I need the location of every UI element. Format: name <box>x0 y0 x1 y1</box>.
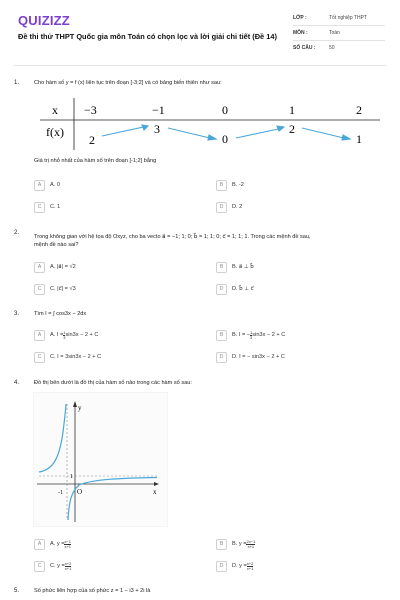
vt-arrow-head <box>342 135 350 140</box>
info-table <box>293 11 385 55</box>
option-text: C. |c⃗| = √3 <box>50 286 76 292</box>
option-a[interactable] <box>34 537 194 551</box>
vt-fx-value: 0 <box>222 132 228 146</box>
option-a[interactable] <box>34 260 194 274</box>
option-letter: C <box>34 352 45 363</box>
vt-x-value: 1 <box>289 103 295 117</box>
option-text: D. b⃗ ⊥ c⃗ <box>232 286 254 292</box>
option-d[interactable] <box>216 350 376 364</box>
graph-origin-label: O <box>77 488 83 496</box>
header-divider <box>14 65 386 66</box>
option-text: D. 2 <box>232 204 243 210</box>
graph-y-label: y <box>78 404 82 412</box>
question-text: Đồ thị bên dưới là đồ thị của hàm số nào trong các hàm số sau: <box>34 380 192 386</box>
vt-fx-value: 1 <box>356 132 362 146</box>
graph-tick-x: -1 <box>58 490 63 496</box>
question-text: Tìm I = ∫ cos3x − 2dx <box>34 311 87 317</box>
option-text: sin3x − 2 + C <box>65 332 99 338</box>
option-b[interactable] <box>216 537 376 551</box>
option-b[interactable] <box>216 260 376 274</box>
vt-arrow-head <box>277 126 284 131</box>
option-c[interactable] <box>34 200 194 214</box>
option-letter: A <box>34 539 45 550</box>
option-text: C. I = 3sin3x − 2 + C <box>50 354 102 360</box>
vt-x-value: 0 <box>222 103 228 117</box>
question-subtext: Giá trị nhỏ nhất của hàm số trên đoạn [-1;2] bằng <box>34 158 157 164</box>
info-label: SỐ CÂU : <box>293 45 316 51</box>
option-text: D. I = − sin3x − 2 + C <box>232 354 285 360</box>
info-row-class <box>293 11 385 26</box>
vt-arrow <box>236 128 283 138</box>
option-text: A. |a⃗| = √2 <box>50 264 76 270</box>
option-text: B. y = <box>232 541 247 547</box>
option-letter: A <box>34 262 45 273</box>
option-d[interactable] <box>216 559 376 573</box>
option-letter: D <box>216 561 227 572</box>
option-a[interactable] <box>34 178 194 192</box>
option-letter: D <box>216 352 227 363</box>
question-text: Cho hàm số y = f (x) liên tục trên đoạn [-3;2] và có bảng biến thiên như sau: <box>34 80 222 86</box>
option-letter: A <box>34 180 45 191</box>
question-number: 1. <box>14 80 20 86</box>
option-text: sin3x − 2 + C <box>252 332 286 338</box>
vt-x-value: 2 <box>356 103 362 117</box>
option-text: D. y = <box>232 563 247 569</box>
fraction: $\frac{x+2}{x+1}$ <box>64 560 72 571</box>
option-letter: D <box>216 284 227 295</box>
option-text: A. I = <box>50 332 64 338</box>
option-text: B. I = − <box>232 332 251 338</box>
option-letter: C <box>34 202 45 213</box>
fraction: $\frac{x+2}{x+1}$ <box>246 560 254 571</box>
question-number: 5. <box>14 588 20 594</box>
option-letter: D <box>216 202 227 213</box>
question-number: 4. <box>14 380 20 386</box>
vt-fx-label: f(x) <box>46 125 64 139</box>
vt-fx-value: 2 <box>289 122 295 136</box>
fraction: $\frac{1}{3}$ <box>63 329 66 340</box>
option-d[interactable] <box>216 282 376 296</box>
option-letter: C <box>34 561 45 572</box>
variation-table <box>40 98 380 150</box>
vt-fx-value: 3 <box>154 122 160 136</box>
question-text: mệnh đề nào sai? <box>34 242 79 248</box>
graph-x-label: x <box>153 488 157 496</box>
quizizz-logo: QUIZIZZ <box>18 13 70 28</box>
vt-x-value: −1 <box>152 103 165 117</box>
vt-arrow <box>102 126 148 136</box>
vt-arrow <box>168 128 214 139</box>
option-letter: B <box>216 262 227 273</box>
option-letter: B <box>216 330 227 341</box>
info-value: Toán <box>329 30 340 36</box>
vt-arrow-head <box>142 125 148 130</box>
option-text: C. y = <box>50 563 65 569</box>
fraction: $\frac{x-1}{x+1}$ <box>64 538 72 549</box>
option-b[interactable] <box>216 328 376 342</box>
option-a[interactable] <box>34 328 194 342</box>
option-text: B. -2 <box>232 182 244 188</box>
graph-tick-y: 1 <box>70 474 73 480</box>
info-row-count <box>293 41 385 55</box>
info-label: MÔN : <box>293 30 308 36</box>
page-title: Đề thi thử THPT Quốc gia môn Toán có chọn lọc và lời giải chi tiết (Đề 14) <box>18 32 277 41</box>
fraction: $\frac{1}{3}$ <box>250 329 253 340</box>
info-label: LỚP : <box>293 15 307 21</box>
vt-arrow <box>302 128 348 139</box>
function-graph <box>33 392 168 527</box>
info-row-subject <box>293 26 385 41</box>
option-text: C. 1 <box>50 204 61 210</box>
question-number: 2. <box>14 230 20 236</box>
vt-arrow-head <box>208 135 216 140</box>
vt-x-value: −3 <box>84 103 97 117</box>
info-value: Tốt nghiệp THPT <box>329 15 367 21</box>
option-letter: B <box>216 180 227 191</box>
question-number: 3. <box>14 311 20 317</box>
option-c[interactable] <box>34 350 194 364</box>
option-text: A. y = <box>50 541 65 547</box>
vt-x-label: x <box>52 103 58 117</box>
question-text: Số phức liên hợp của số phức z = 1 − i3 + 2i là <box>34 588 151 594</box>
option-text: A. 0 <box>50 182 60 188</box>
option-c[interactable] <box>34 282 194 296</box>
option-c[interactable] <box>34 559 194 573</box>
info-value: 50 <box>329 45 335 51</box>
question-text: Trong không gian với hệ tọa độ Oxyz, cho ba vecto a⃗ = −1; 1; 0; b⃗ = 1; 1; 0; c⃗ = 1; 1; 1. Trong các mệnh đề sau, <box>34 234 311 240</box>
option-letter: C <box>34 284 45 295</box>
option-b[interactable] <box>216 178 376 192</box>
option-letter: B <box>216 539 227 550</box>
vt-fx-value: 2 <box>89 133 95 147</box>
option-d[interactable] <box>216 200 376 214</box>
option-letter: A <box>34 330 45 341</box>
fraction: $\frac{2x-1}{x+1}$ <box>246 538 256 549</box>
option-text: B. a⃗ ⊥ b⃗ <box>232 264 254 270</box>
